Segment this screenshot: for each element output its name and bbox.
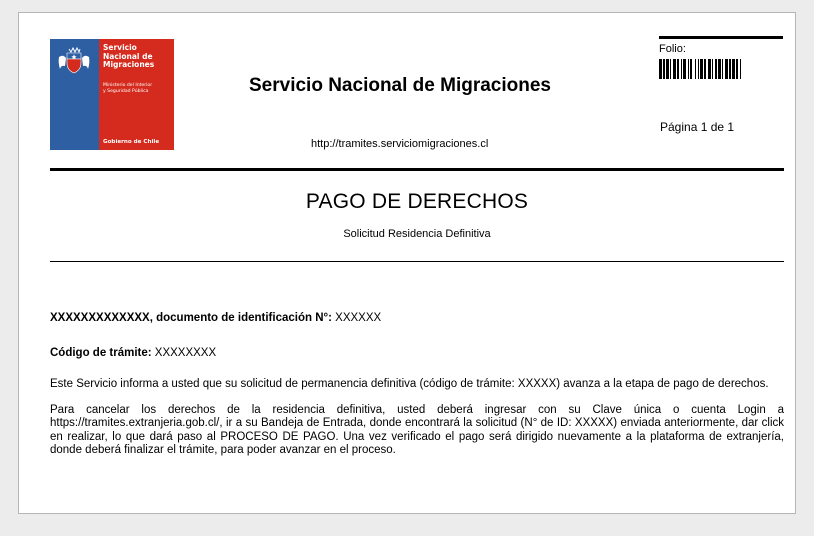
page-indicator: Página 1 de 1 [660,120,735,134]
document-title: PAGO DE DERECHOS [305,190,529,213]
coat-of-arms-icon [56,47,92,75]
holder-name: XXXXXXXXXXXXX [50,312,150,324]
paragraph-1: Este Servicio informa a usted que su solicitud de permanencia definitiva (código de trámite: XXXXX) avanza a la etapa de pago de derechos. [50,378,769,390]
code-value: XXXXXXXX [151,347,217,359]
logo-service-name: Servicio Nacional de Migraciones [103,43,155,69]
paragraph-2: Para cancelar los derechos de la residencia definitiva, usted deberá ingresar con su Clave única o cuenta Login a https://tramites.extranjeria.gob.cl/, ir a su Bandeja de Entrada, donde encontrará la solicitud (N° de ID: XXXXX) enviada anteriormente, dar click en realizar, lo que dará paso al PROCESO DE PAGO. Una vez verificado el pago será dirigido nuevamente a la plataforma de extranjería, donde deberá finalizar el trámite, para poder avanzar en el proceso. [50,404,784,456]
id-value: XXXXXX [331,312,382,324]
header-title: Servicio Nacional de Migraciones [249,75,551,96]
title-divider [50,261,784,262]
migraciones-logo [50,39,174,150]
code-label: Código de trámite: [50,347,152,359]
header-url: http://tramites.serviciomigraciones.cl [311,138,489,150]
id-label: , documento de identificación N°: [149,312,332,324]
holder-line [50,312,784,325]
barcode [659,59,783,79]
folio-box [659,36,783,55]
folio-label: Folio: [659,43,686,55]
procedure-code-line [50,347,784,360]
document-page [18,12,796,514]
logo-ministry: Ministerio del Interior y Seguridad Pública [103,83,153,94]
header-divider [50,168,784,171]
document-subtitle: Solicitud Residencia Definitiva [343,228,491,240]
logo-government: Gobierno de Chile [103,139,160,145]
